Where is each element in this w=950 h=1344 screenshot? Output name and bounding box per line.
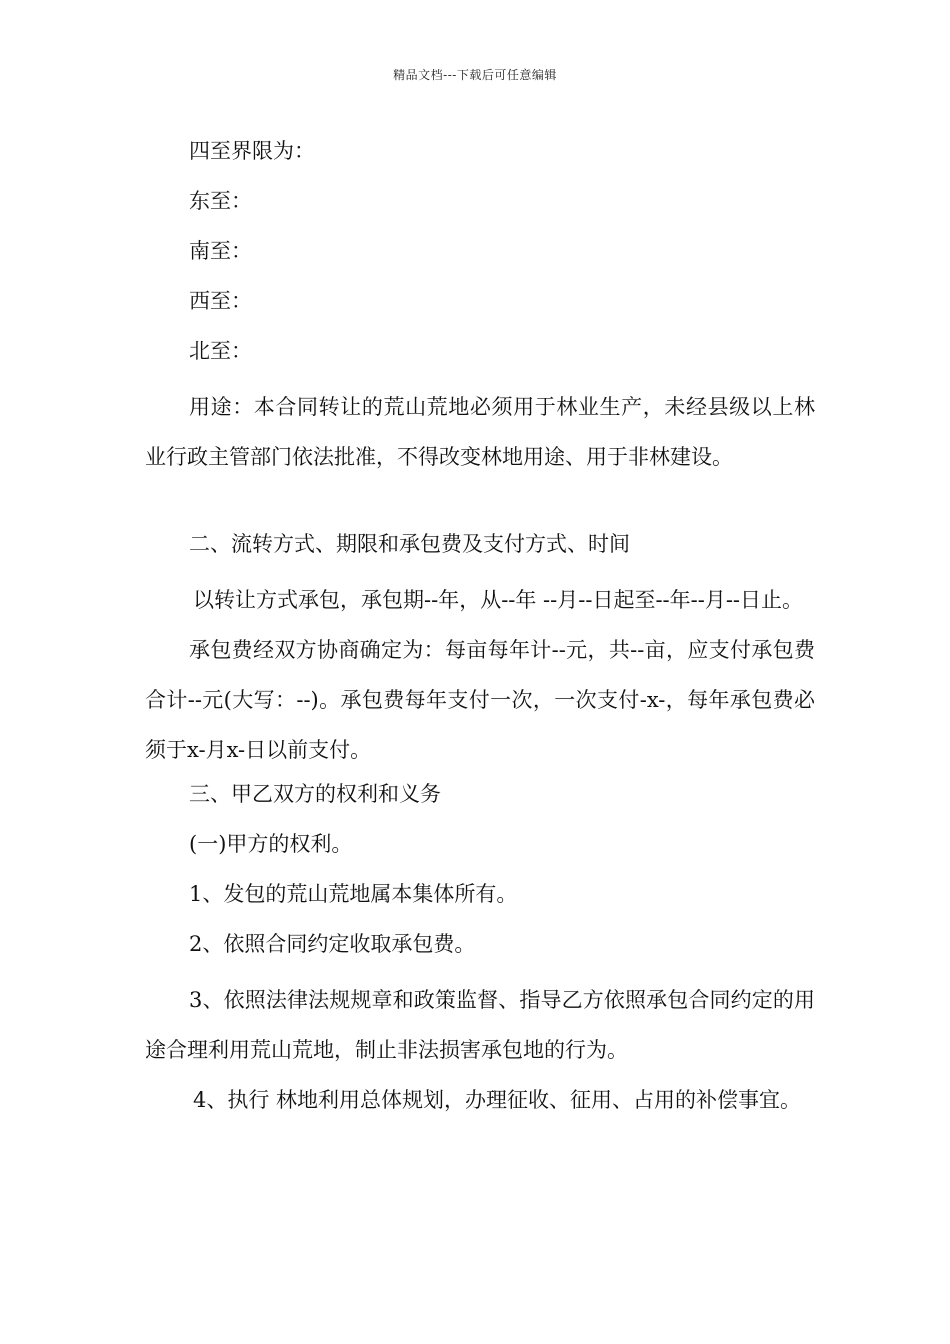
- section2-title: 二、流转方式、期限和承包费及支付方式、时间: [189, 532, 630, 556]
- boundaries-title: 四至界限为：: [189, 139, 315, 163]
- rights-item-2: 2、依照合同约定收取承包费。: [189, 932, 476, 956]
- party-a-rights-title: (一)甲方的权利。: [189, 832, 353, 856]
- boundary-east: 东至：: [189, 189, 252, 213]
- rights-item-4: 4、执行 林地利用总体规划，办理征收、征用、占用的补偿事宜。: [193, 1088, 802, 1112]
- boundary-north: 北至：: [189, 339, 252, 363]
- fee-paragraph: 承包费经双方协商确定为：每亩每年计--元，共--亩，应支付承包费合计--元(大写：--)。承包费每年支付一次，一次支付-x-，每年承包费必须于x-月x-日以前支付。: [145, 638, 815, 762]
- section-gap: [145, 482, 815, 525]
- term-paragraph: 以转让方式承包，承包期--年，从--年 --月--日起至--年--月--日止。: [193, 588, 804, 612]
- rights-item-3: 3、依照法律法规规章和政策监督、指导乙方依照承包合同约定的用途合理利用荒山荒地，制止非法损害承包地的行为。: [145, 988, 815, 1062]
- boundary-west: 西至：: [189, 289, 252, 313]
- document-body: [145, 132, 815, 1125]
- section3-title: 三、甲乙双方的权利和义务: [189, 782, 441, 806]
- page-header: 精品文档---下载后可任意编辑: [393, 68, 557, 82]
- boundary-south: 南至：: [189, 239, 252, 263]
- usage-paragraph: 用途：本合同转让的荒山荒地必须用于林业生产，未经县级以上林业行政主管部门依法批准，不得改变林地用途、用于非林建设。: [145, 395, 815, 469]
- rights-item-1: 1、发包的荒山荒地属本集体所有。: [189, 882, 518, 906]
